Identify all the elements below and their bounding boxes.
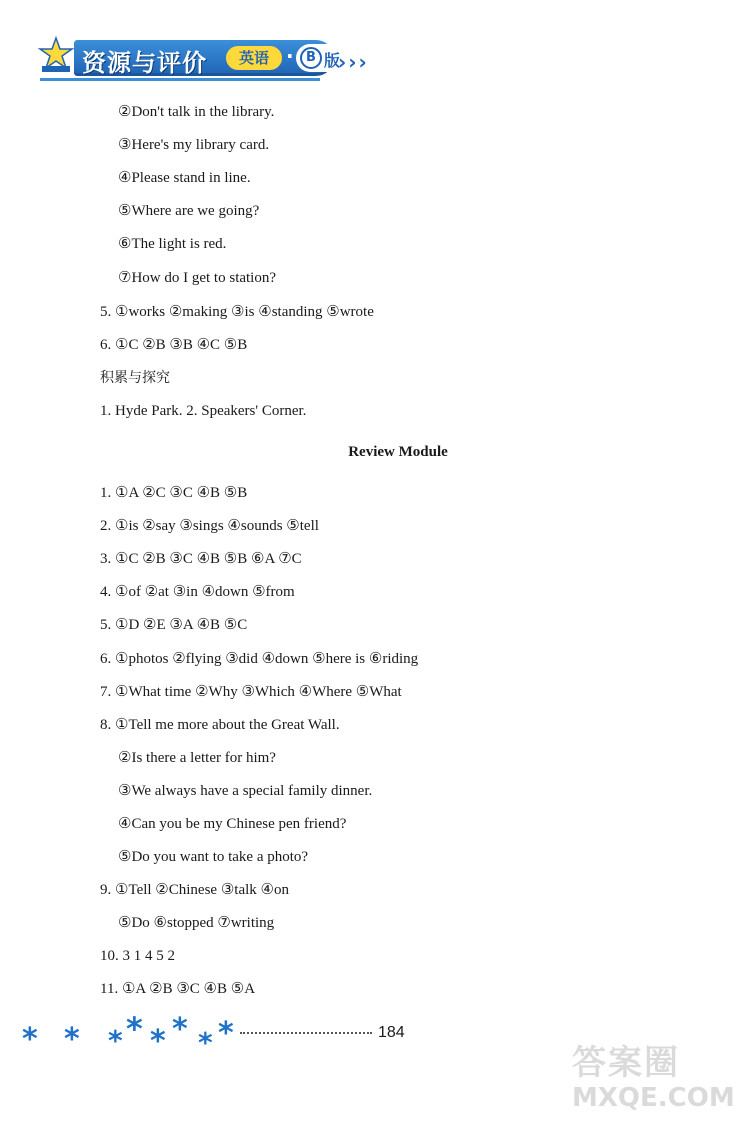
star-icon: * [64, 1022, 80, 1057]
watermark-title: 答案圈 [572, 1043, 680, 1083]
watermark-url: MXQE.COM [572, 1083, 735, 1113]
answer-line: 4. ①of ②at ③in ④down ⑤from [100, 584, 295, 600]
page-number: 184 [378, 1024, 405, 1041]
footer-dotted-rule [240, 1032, 372, 1034]
answer-line: ③We always have a special family dinner. [118, 783, 373, 799]
star-icon: * [218, 1016, 234, 1051]
answer-line: 10. 3 1 4 5 2 [100, 948, 175, 964]
answer-line: 7. ①What time ②Why ③Which ④Where ⑤What [100, 684, 402, 700]
star-icon: * [150, 1024, 166, 1059]
answer-line: 5. ①D ②E ③A ④B ⑤C [100, 617, 248, 633]
answer-line: 3. ①C ②B ③C ④B ⑤B ⑥A ⑦C [100, 551, 302, 567]
section-title: Review Module [348, 444, 448, 460]
answer-line: ⑥The light is red. [118, 236, 227, 252]
answer-line: ⑤Do ⑥stopped ⑦writing [118, 915, 275, 931]
book-star-logo-icon [36, 36, 76, 76]
answer-line: ②Don't talk in the library. [118, 104, 275, 120]
star-icon: * [126, 1010, 143, 1048]
page-header [0, 0, 750, 90]
answer-line: ④Please stand in line. [118, 170, 251, 186]
star-icon: * [108, 1024, 123, 1057]
edition-suffix: 版 [324, 51, 341, 70]
answer-line: 6. ①photos ②flying ③did ④down ⑤here is ⑥riding [100, 651, 419, 667]
answer-line: ②Is there a letter for him? [118, 750, 276, 766]
subject-badge: 英语 [226, 46, 282, 70]
answer-line: 8. ①Tell me more about the Great Wall. [100, 717, 340, 733]
footer-stars [20, 1010, 250, 1059]
watermark [560, 1035, 745, 1120]
section-heading: 积累与探究 [100, 370, 170, 386]
answer-line: 5. ①works ②making ③is ④standing ⑤wrote [100, 304, 374, 320]
edition-letter: B [300, 47, 322, 69]
star-icon: * [172, 1012, 188, 1047]
answer-line: 2. ①is ②say ③sings ④sounds ⑤tell [100, 518, 319, 534]
title-separator: · [286, 44, 294, 68]
answer-line: ⑦How do I get to station? [118, 270, 277, 286]
answer-line: ③Here's my library card. [118, 137, 270, 153]
star-icon: * [198, 1026, 213, 1059]
answer-line: 1. Hyde Park. 2. Speakers' Corner. [100, 403, 307, 419]
title-banner [74, 40, 341, 77]
answer-line: 1. ①A ②C ③C ④B ⑤B [100, 485, 248, 501]
book-title: 资源与评价 [82, 49, 207, 77]
answer-line: ⑤Do you want to take a photo? [118, 849, 309, 865]
star-icon: * [22, 1022, 38, 1057]
chevron-right-icon: ››› [338, 50, 369, 74]
answer-line: ⑤Where are we going? [118, 203, 260, 219]
answer-line: ④Can you be my Chinese pen friend? [118, 816, 347, 832]
answer-line: 6. ①C ②B ③B ④C ⑤B [100, 337, 248, 353]
answer-line: 11. ①A ②B ③C ④B ⑤A [100, 981, 256, 997]
answer-line: 9. ①Tell ②Chinese ③talk ④on [100, 882, 289, 898]
header-divider [40, 78, 320, 81]
